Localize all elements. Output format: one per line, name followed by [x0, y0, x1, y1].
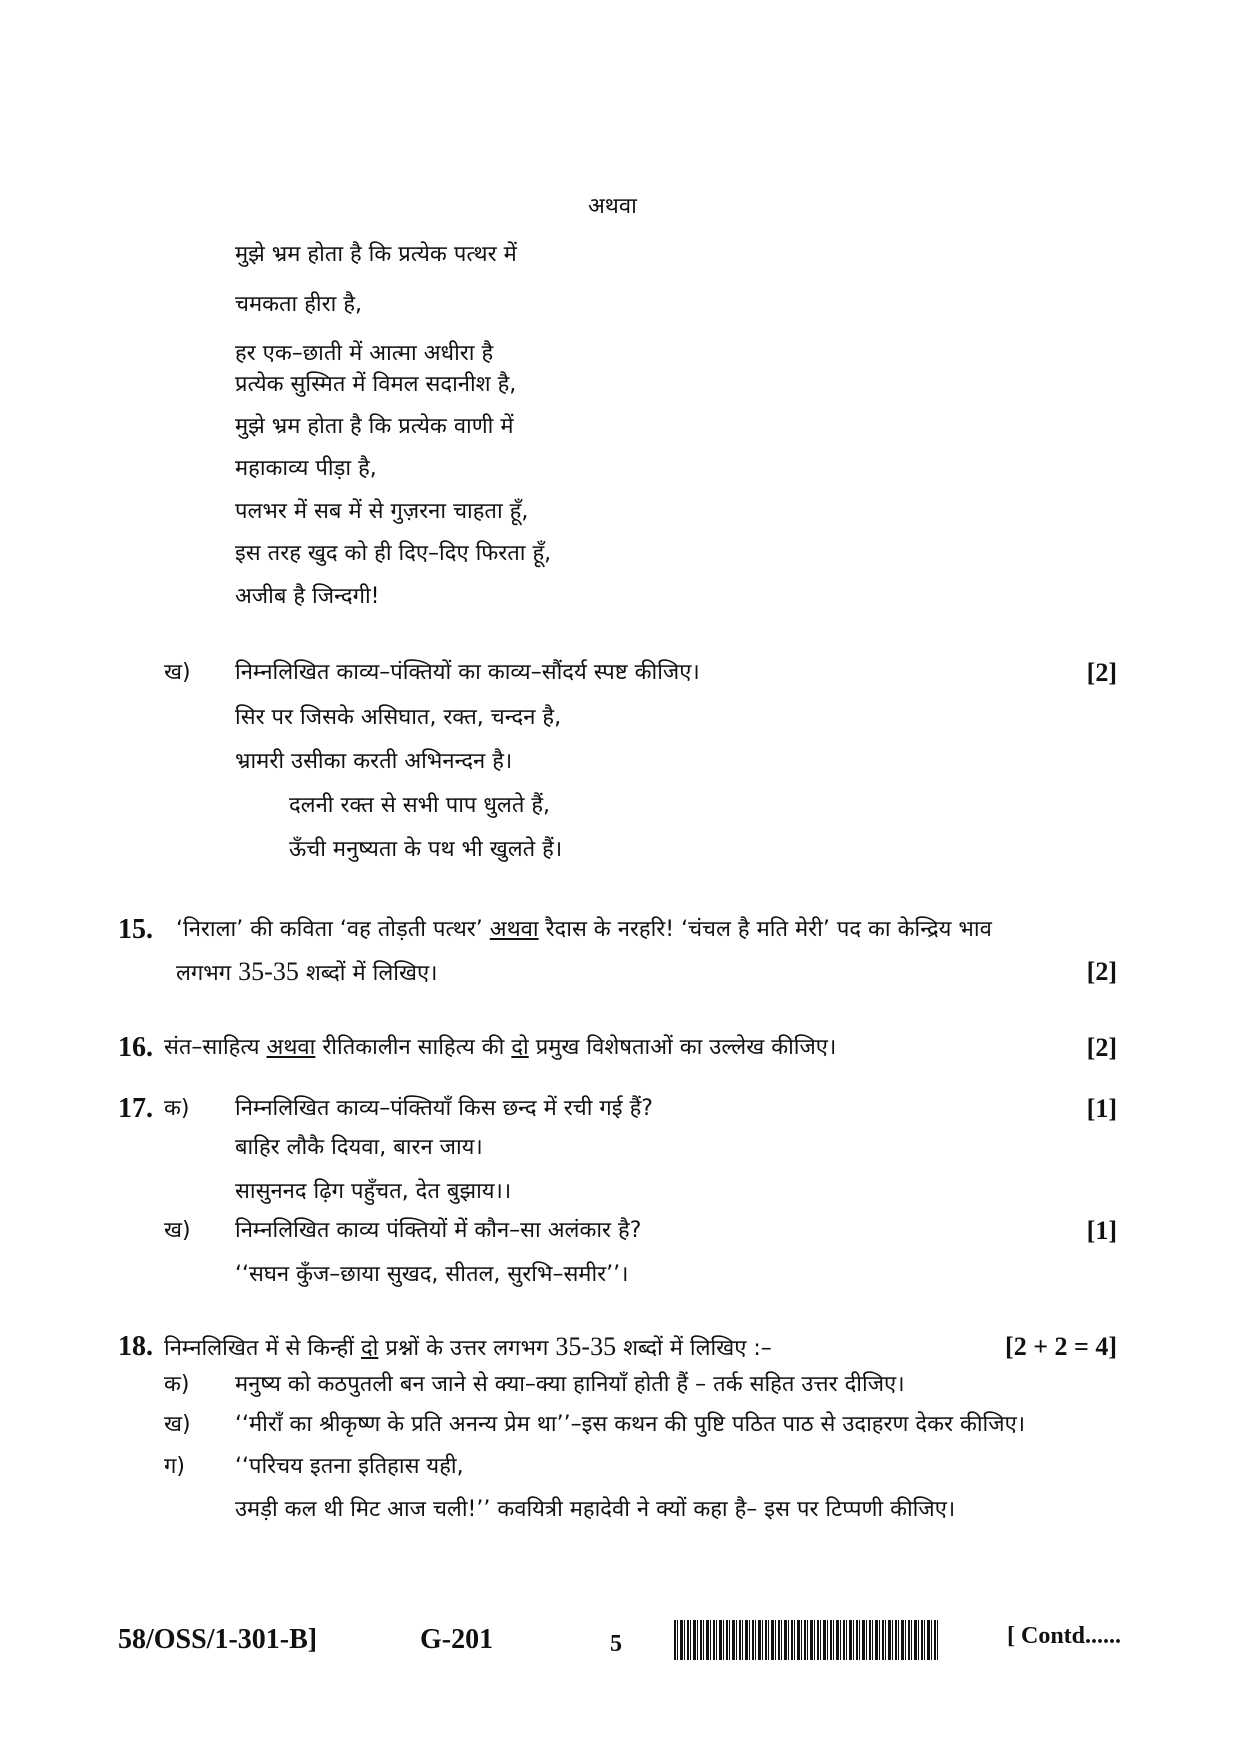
- poem-line: पलभर में सब में से गुज़रना चाहता हूँ,: [235, 499, 529, 524]
- continued-label: [ Contd......: [1007, 1623, 1122, 1649]
- verse-line: भ्रामरी उसीका करती अभिनन्दन है।: [235, 749, 513, 774]
- barcode-image: [674, 1620, 938, 1660]
- poem-line: चमकता हीरा है,: [235, 292, 362, 317]
- q16-question: [164, 1033, 836, 1063]
- q17-number: 17.: [118, 1093, 153, 1124]
- q16-text-a: संत–साहित्य: [164, 1035, 260, 1060]
- q18-item-text: ‘‘परिचय इतना इतिहास यही,: [235, 1454, 464, 1479]
- q17-kh-question: निम्नलिखित काव्य पंक्तियों में कौन–सा अलंकार है?: [235, 1218, 642, 1243]
- q16-underlined-athva: अथवा: [266, 1035, 316, 1060]
- q18-item-text: ‘‘मीराँ का श्रीकृष्ण के प्रति अनन्य प्रेम था’’–इस कथन की पुष्टि पठित पाठ से उदाहरण देकर कीजिए।: [235, 1412, 1026, 1437]
- verse-line: ‘‘सघन कुँज–छाया सुखद, सीतल, सुरभि–समीर’’।: [235, 1262, 629, 1287]
- poem-line: मुझे भ्रम होता है कि प्रत्येक वाणी में: [235, 414, 514, 439]
- q14-kh-question: निम्नलिखित काव्य–पंक्तियों का काव्य–सौंदर्य स्पष्ट कीजिए।: [235, 660, 700, 685]
- q18-intro-c: शब्दों में लिखिए :–: [623, 1336, 772, 1361]
- q17-ka-marks: [1]: [1086, 1094, 1117, 1123]
- poem-line: इस तरह खुद को ही दिए–दिए फिरता हूँ,: [235, 541, 552, 566]
- verse-line: सिर पर जिसके असिघात, रक्त, चन्दन है,: [235, 705, 562, 730]
- q14-kh-marks: [2]: [1086, 658, 1117, 687]
- q15-number: 15.: [118, 914, 153, 945]
- q18-word-count: 35-35: [555, 1332, 617, 1361]
- q16-text-b: रीतिकालीन साहित्य की: [322, 1035, 505, 1060]
- q18-underlined-do: दो: [360, 1336, 379, 1361]
- q18-intro-a: निम्नलिखित में से किन्हीं: [164, 1336, 354, 1361]
- q17-ka-question: निम्नलिखित काव्य–पंक्तियाँ किस छन्द में रची गई हैं?: [235, 1096, 653, 1121]
- verse-line: सासुननद ढ़िग पहुँचत, देत बुझाय।।: [235, 1179, 512, 1204]
- q15-marks: [2]: [1086, 957, 1117, 986]
- q14-kh-label: ख): [164, 660, 191, 685]
- q17-kh-marks: [1]: [1086, 1216, 1117, 1245]
- poem-line: महाकाव्य पीड़ा है,: [235, 456, 377, 481]
- poem-line: मुझे भ्रम होता है कि प्रत्येक पत्थर में: [235, 242, 517, 267]
- q18-intro-b: प्रश्नों के उत्तर लगभग: [385, 1336, 549, 1361]
- q18-last-line: उमड़ी कल थी मिट आज चली!’’ कवयित्री महादेवी ने क्यों कहा है– इस पर टिप्पणी कीजिए।: [235, 1497, 956, 1522]
- q15-line1: [176, 915, 992, 945]
- verse-line: ऊँची मनुष्यता के पथ भी खुलते हैं।: [289, 837, 563, 862]
- poem-line: हर एक–छाती में आत्मा अधीरा है: [235, 341, 494, 366]
- q15-word-count: 35-35: [238, 957, 299, 986]
- q18-marks: [2 + 2 = 4]: [1005, 1332, 1117, 1361]
- paper-code: 58/OSS/1-301-B]: [118, 1624, 318, 1655]
- poem-line: अजीब है जिन्दगी!: [235, 584, 380, 609]
- q15-underlined: अथवा: [489, 917, 539, 942]
- q15-line2-a: लगभग: [176, 961, 232, 986]
- q15-text-b: रैदास के नरहरि! ‘चंचल है मति मेरी’ पद का केन्द्रिय भाव: [545, 917, 992, 942]
- q15-line2: [176, 957, 437, 989]
- q16-underlined-do: दो: [511, 1035, 529, 1060]
- series-code: G-201: [420, 1624, 494, 1655]
- q16-text-c: प्रमुख विशेषताओं का उल्लेख कीजिए।: [535, 1035, 837, 1060]
- q18-item-label: ग): [164, 1454, 185, 1479]
- q15-line2-b: शब्दों में लिखिए।: [305, 961, 438, 986]
- q17-kh-label: ख): [164, 1218, 191, 1243]
- verse-line: दलनी रक्त से सभी पाप धुलते हैं,: [289, 793, 551, 818]
- q18-intro: [164, 1332, 772, 1364]
- page-number: 5: [610, 1631, 622, 1657]
- athva-heading: अथवा: [588, 194, 637, 219]
- q18-number: 18.: [118, 1331, 153, 1362]
- poem-line: प्रत्येक सुस्मित में विमल सदानीश है,: [235, 372, 517, 397]
- q18-item-text: मनुष्य को कठपुतली बन जाने से क्या–क्या हानियाँ होती हैं – तर्क सहित उत्तर दीजिए।: [235, 1372, 905, 1397]
- verse-line: बाहिर लौकै दियवा, बारन जाय।: [235, 1135, 483, 1160]
- q17-ka-label: क): [164, 1096, 190, 1121]
- q18-item-label: ख): [164, 1412, 191, 1437]
- q16-marks: [2]: [1086, 1033, 1117, 1062]
- q16-number: 16.: [118, 1032, 153, 1063]
- q15-text-a: ‘निराला’ की कविता ‘वह तोड़ती पत्थर’: [176, 917, 483, 942]
- q18-item-label: क): [164, 1372, 190, 1397]
